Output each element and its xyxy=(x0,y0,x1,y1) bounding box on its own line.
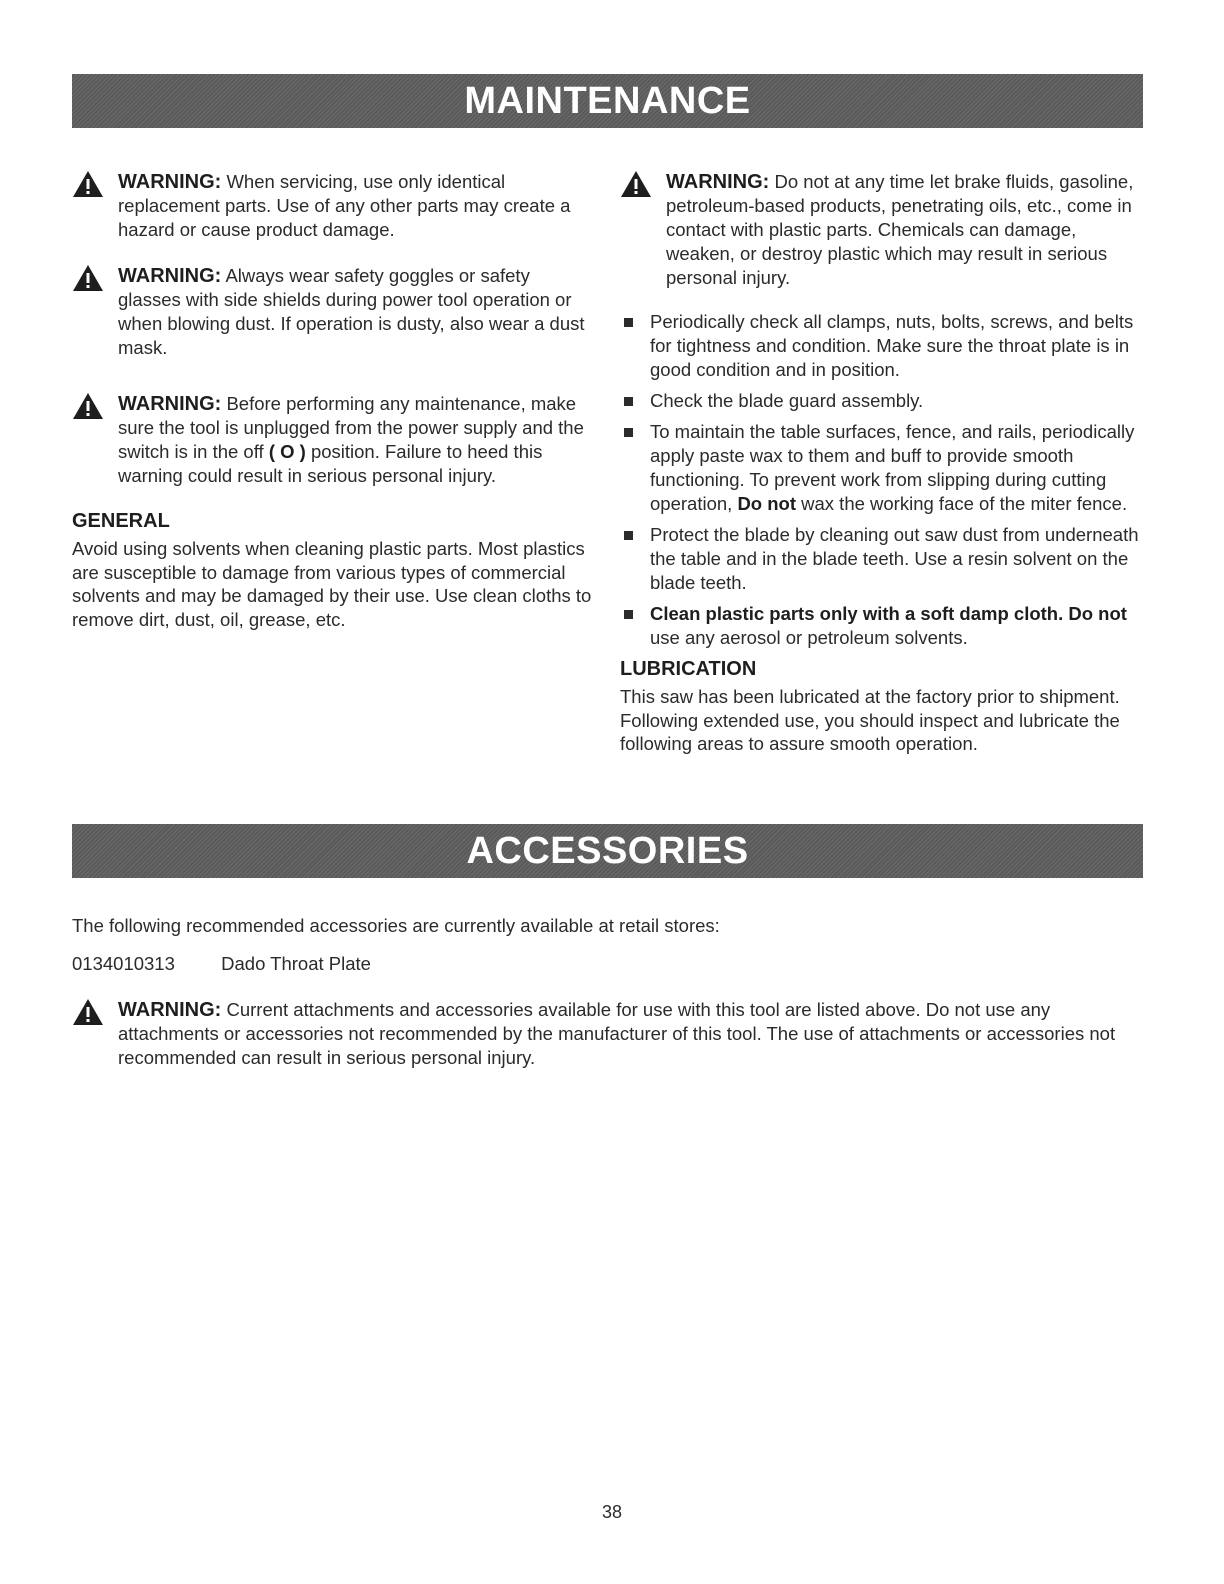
warning-text: Before performing any maintenance, make sure the tool is unplugged from the power supply and the switch is in the off xyxy=(118,393,584,462)
bullet-text-continued: wax the working face of the miter fence. xyxy=(801,493,1128,514)
list-item xyxy=(620,310,1140,382)
lubrication-text: This saw has been lubricated at the factory prior to shipment. Following extended use, you should inspect and lubricate the following areas to assure smooth operation. xyxy=(620,686,1120,754)
warning-triangle-icon xyxy=(72,998,104,1026)
warning-text: Always wear safety goggles or safety glasses with side shields during power tool operation or when blowing dust. If operation is dusty, also wear a dust mask. xyxy=(118,265,585,358)
accessories-title: ACCESSORIES xyxy=(466,829,749,872)
maintenance-right-column xyxy=(620,170,1140,756)
list-item xyxy=(620,420,1140,516)
list-item xyxy=(620,523,1140,595)
accessory-item xyxy=(72,952,1143,976)
list-item xyxy=(620,602,1140,650)
lubrication-heading: LUBRICATION xyxy=(620,658,757,680)
warning-triangle-icon xyxy=(72,392,104,420)
warning-label: WARNING: xyxy=(118,171,222,193)
maintenance-left-column xyxy=(72,170,592,631)
square-bullet-icon xyxy=(624,610,633,619)
general-heading: GENERAL xyxy=(72,510,170,532)
warning-triangle-icon xyxy=(72,170,104,198)
accessories-section xyxy=(72,914,1143,1070)
bullet-text: Check the blade guard assembly. xyxy=(650,390,924,411)
bullet-bold-text: Do not xyxy=(737,493,796,514)
accessory-name: Dado Throat Plate xyxy=(221,953,371,974)
warning-label: WARNING: xyxy=(118,393,222,415)
bullet-bold-text: Clean plastic parts only with a soft damp cloth. Do not xyxy=(650,603,1127,624)
warning-plastic-chemicals xyxy=(620,170,1140,290)
accessories-banner xyxy=(72,824,1143,878)
page-number: 38 xyxy=(601,1502,623,1522)
accessory-part-number: 0134010313 xyxy=(72,953,175,974)
general-text: Avoid using solvents when cleaning plastic parts. Most plastics are susceptible to damage from various types of commercial solvents and may be damaged by their use. Use clean cloths to remove dirt, dust, oil, grease, etc. xyxy=(72,538,592,630)
warning-accessories xyxy=(72,998,1143,1070)
square-bullet-icon xyxy=(624,531,633,540)
bullet-text: Protect the blade by cleaning out saw dust from underneath the table and in the blade teeth. Use a resin solvent on the blade teeth. xyxy=(650,524,1139,593)
maintenance-banner xyxy=(72,74,1143,128)
warning-identical-parts xyxy=(72,170,592,242)
warning-text: When servicing, use only identical replacement parts. Use of any other parts may create a hazard or cause product damage. xyxy=(118,171,571,240)
off-position-symbol: ( O ) xyxy=(268,441,306,462)
warning-label: WARNING: xyxy=(118,265,222,287)
bullet-text: Periodically check all clamps, nuts, bolts, screws, and belts for tightness and condition. Make sure the throat plate is in good condition and in position. xyxy=(650,311,1134,380)
warning-label: WARNING: xyxy=(666,171,770,193)
warning-text: Do not at any time let brake fluids, gasoline, petroleum-based products, penetrating oils, etc., come in contact with plastic parts. Chemicals can damage, weaken, or destroy plastic which may result in serious personal injury. xyxy=(666,171,1134,288)
warning-safety-goggles xyxy=(72,264,592,360)
square-bullet-icon xyxy=(624,318,633,327)
list-item xyxy=(620,389,1140,413)
maintenance-bullet-list xyxy=(620,310,1140,650)
bullet-text: To maintain the table surfaces, fence, and rails, periodically apply paste wax to them and buff to provide smooth functioning. To prevent work from slipping during cutting operation, xyxy=(650,421,1135,514)
warning-unplug-before-maintenance xyxy=(72,392,592,488)
warning-text-continued: position. Failure to heed this warning could result in serious personal injury. xyxy=(118,441,543,486)
warning-triangle-icon xyxy=(620,170,652,198)
square-bullet-icon xyxy=(624,428,633,437)
maintenance-title: MAINTENANCE xyxy=(464,79,751,122)
warning-label: WARNING: xyxy=(118,999,222,1021)
warning-text: Current attachments and accessories available for use with this tool are listed above. Do not use any attachments or accessories not recommended by the manufacturer of this tool. The use of attachments or accessories not recommended can result in serious personal injury. xyxy=(118,999,1116,1068)
warning-triangle-icon xyxy=(72,264,104,292)
accessories-intro: The following recommended accessories are currently available at retail stores: xyxy=(72,915,720,936)
square-bullet-icon xyxy=(624,397,633,406)
bullet-text-continued: use any aerosol or petroleum solvents. xyxy=(650,627,968,648)
